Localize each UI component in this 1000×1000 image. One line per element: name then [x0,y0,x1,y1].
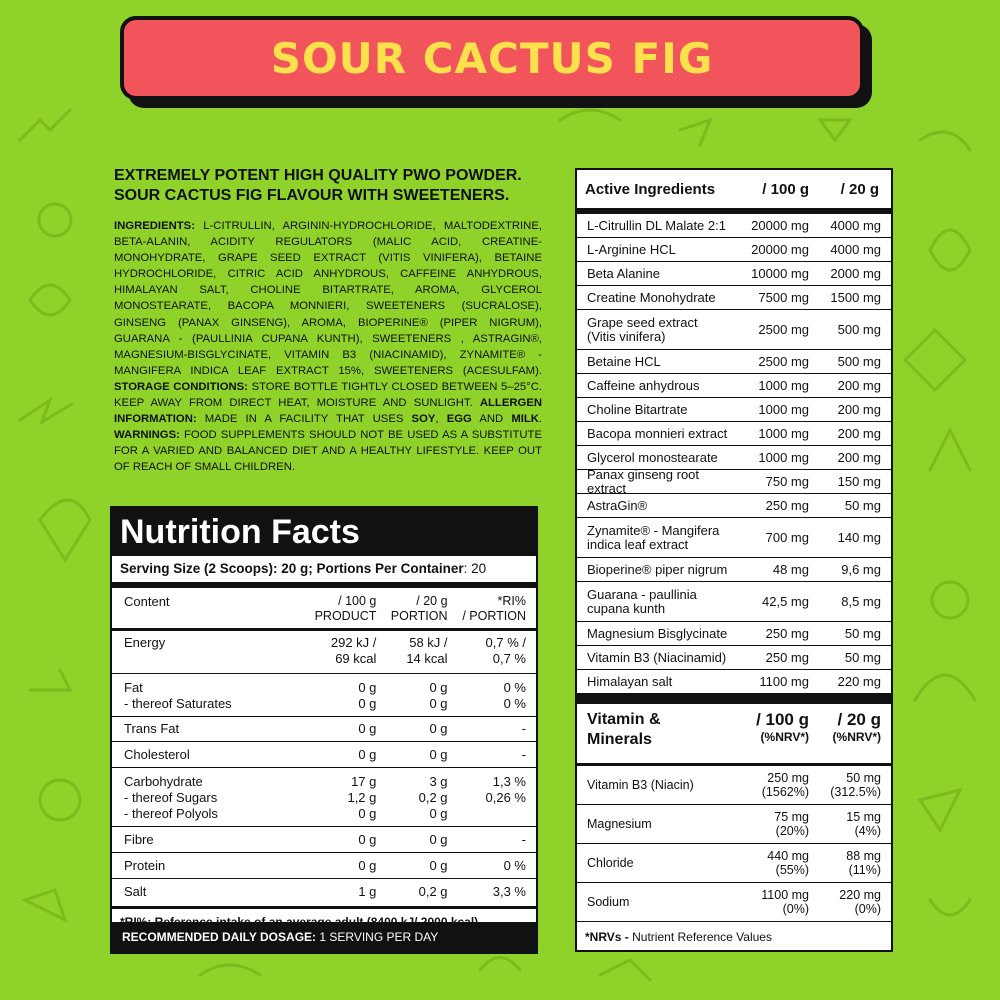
ingredient-row [577,518,891,558]
vitamin-row [577,844,891,883]
ingredient-per-100g: 20000 mg [751,242,809,257]
ingredient-row [577,494,891,518]
ingredient-row [577,466,891,496]
storage-label: STORAGE CONDITIONS: [114,380,248,393]
dosage-label: RECOMMENDED DAILY DOSAGE: [122,930,317,944]
vitamin-row [577,805,891,844]
ingredient-per-20g: 4000 mg [830,218,881,233]
intro-line-1: EXTREMELY POTENT HIGH QUALITY PWO POWDER. [114,167,522,184]
vitamins-header-20g: / 20 g (%NRV*) [832,710,881,744]
ingredient-per-100g: 7500 mg [758,290,809,305]
allergen-soy: SOY [411,413,436,426]
ingredients-label: INGREDIENTS: [114,220,195,232]
ingredient-per-100g: 10000 mg [751,266,809,281]
table-row: Trans Fat 0 g 0 g - [112,717,536,742]
nutrition-facts-title: Nutrition Facts [112,508,536,556]
active-ingredients-panel [575,168,893,952]
portions-value: : 20 [463,561,487,576]
ingredient-per-20g: 150 mg [837,474,881,489]
ingredient-row [577,286,891,310]
ingredient-row [577,310,891,350]
ingredient-name: Panax ginseng root extract [587,466,700,496]
table-row: Fibre 0 g 0 g - [112,827,536,853]
vitamin-per-20g: 15 mg (4%) [846,810,881,838]
table-row: Carbohydrate - thereof Sugars - thereof Polyols 17 g 1,2 g 0 g 3 g 0,2 g 0 g 1,3 % 0,26 % [112,768,536,827]
serving-size-label: Serving Size (2 Scoops) [120,561,274,576]
vitamin-per-20g: 88 mg (11%) [846,849,881,877]
allergen-label: ALLERGEN INFORMATION: [114,397,543,426]
ingredient-per-20g: 50 mg [844,626,881,641]
vitamin-name: Vitamin B3 (Niacin) [587,778,694,792]
ingredient-name: L-Arginine HCL [587,241,676,257]
header-per-100g: / 100 g PRODUCT [306,588,382,630]
ingredient-name: Betaine HCL [587,353,661,369]
vitamin-per-100g: 250 mg (1562%) [761,771,809,799]
ingredient-name: Glycerol monostearate [587,449,718,465]
ingredient-name: Vitamin B3 (Niacinamid) [587,649,727,665]
table-row: Fat - thereof Saturates 0 g 0 g 0 g 0 g 0 % 0 % [112,674,536,717]
ingredient-name: AstraGin® [587,497,648,513]
allergen-text: MADE IN A FACILITY THAT USES [204,413,404,426]
ingredient-per-20g: 8,5 mg [841,594,881,609]
ingredient-per-100g: 20000 mg [751,218,809,233]
vitamin-row [577,883,891,922]
header-per-20g: / 20 g PORTION [382,588,453,630]
storage-text: STORE BOTTLE TIGHTLY CLOSED BETWEEN 5–25°C. KEEP AWAY FROM DIRECT HEAT, MOISTURE AND SUNLIGHT. [114,380,542,410]
nutrition-table [112,588,536,906]
ingredient-per-20g: 50 mg [844,498,881,513]
table-row: Protein 0 g 0 g 0 % [112,853,536,879]
ingredient-per-100g: 750 mg [765,474,809,489]
allergen-milk: MILK [511,413,539,426]
ingredient-per-20g: 200 mg [837,378,881,393]
vitamin-row [577,766,891,805]
intro-line-2: SOUR CACTUS FIG FLAVOUR WITH SWEETENERS. [114,187,510,204]
ingredient-name: Creatine Monohydrate [587,289,716,305]
ingredient-per-100g: 250 mg [765,626,809,641]
ingredient-row [577,398,891,422]
serving-size [112,556,536,588]
ingredient-name: Guarana - paullinia cupana kunth [587,586,697,616]
nrv-text: Nutrient Reference Values [628,930,772,944]
active-header-20g: / 20 g [840,180,879,198]
header-content: Content [112,588,306,630]
ingredient-name: Grape seed extract (Vitis vinifera) [587,314,698,344]
ingredient-name: Himalayan salt [587,673,673,689]
ingredient-per-100g: 250 mg [765,498,809,513]
ingredient-per-100g: 48 mg [772,562,809,577]
allergen-end: . [538,413,543,426]
active-header-100g: / 100 g [762,180,809,198]
table-row: Cholesterol 0 g 0 g - [112,742,536,768]
ingredient-row [577,558,891,582]
ingredient-per-20g: 200 mg [837,402,881,417]
ingredient-per-20g: 9,6 mg [841,562,881,577]
ingredient-per-20g: 4000 mg [830,242,881,257]
warnings-label: WARNINGS: [114,429,180,442]
ingredient-name: Choline Bitartrate [587,401,688,417]
ingredient-row [577,422,891,446]
ingredient-name: Beta Alanine [587,265,661,281]
ingredient-per-20g: 1500 mg [830,290,881,305]
header-ri: *RI% / PORTION [454,588,536,630]
vitamin-name: Sodium [587,895,630,909]
ingredient-per-100g: 42,5 mg [762,594,809,609]
ingredient-per-20g: 50 mg [844,650,881,665]
ingredient-per-100g: 700 mg [765,530,809,545]
ingredient-name: L-Citrullin DL Malate 2:1 [587,217,726,233]
vitamin-name: Magnesium [587,817,652,831]
ingredient-row [577,238,891,262]
ingredient-name: Caffeine anhydrous [587,377,700,393]
ingredients-paragraph [114,218,542,476]
vitamins-header [577,704,891,766]
ingredient-name: Magnesium Bisglycinate [587,625,728,641]
ingredient-per-20g: 220 mg [837,674,881,689]
ingredient-row [577,622,891,646]
vitamin-per-100g: 440 mg (55%) [767,849,809,877]
section-divider [577,694,891,704]
vitamins-title: Vitamin & Minerals [587,711,661,748]
ingredient-row [577,374,891,398]
ingredients-text: L-CITRULLIN, ARGININ-HYDROCHLORIDE, MALTODEXTRINE, BETA-ALANIN, ACIDITY REGULATORS (MALIC ACID, CREATINE-MONOHYDRATE, GRAPE SEED EXTRACT (VITIS VINIFERA), BETAINE HYDROCHLORIDE, CITRIC ACID ANHYDROUS, CAFFEINE ANHYDROUS, HIMALAYAN SALT, CHOLINE BITARTRATE, AROMA, GLYCEROL MONOSTEARATE, BACOPA MONNIERI, SWEETENERS (SUCRALOSE), GINSENG (PANAX GINSENG), AROMA, BIOPERINE® (PIPER NIGRUM), GUARANA - (PAULLINIA CUPANA KUNTH), SWEETENERS , ASTRAGIN®, MAGNESIUM-BISGLYCINATE, VITAMIN B3 (NIACINAMID), ZYNAMITE® - MANGIFERA INDICA LEAF EXTRACT 15%, SWEETENERS (ACESULFAM). [114,220,543,377]
ingredient-name: Bacopa monnieri extract [587,425,728,441]
ingredient-row [577,670,891,694]
ingredient-per-20g: 2000 mg [830,266,881,281]
daily-dosage [112,922,536,952]
allergen-and: AND [479,413,504,426]
ingredient-per-20g: 200 mg [837,426,881,441]
table-row: Energy 292 kJ / 69 kcal 58 kJ / 14 kcal 0,7 % / 0,7 % [112,630,536,674]
vitamins-header-100g: / 100 g (%NRV*) [756,710,809,744]
ingredient-name: Zynamite® - Mangifera indica leaf extract [587,522,720,552]
ingredient-row [577,214,891,238]
active-ingredients-header [577,170,891,214]
product-intro [114,166,542,206]
ingredient-row [577,646,891,670]
ingredient-per-20g: 500 mg [837,322,881,337]
ingredient-row [577,582,891,622]
ingredient-per-100g: 2500 mg [758,354,809,369]
vitamin-per-100g: 1100 mg (0%) [761,888,809,916]
vitamin-per-100g: 75 mg (20%) [774,810,809,838]
ingredient-per-100g: 2500 mg [758,322,809,337]
ingredient-per-20g: 500 mg [837,354,881,369]
allergen-separator: , [435,413,439,426]
ingredient-row [577,350,891,374]
vitamin-name: Chloride [587,856,634,870]
serving-size-value: : 20 g; Portions Per Container [273,561,464,576]
dosage-value: 1 SERVING PER DAY [316,930,439,944]
nutrition-header-row [112,588,536,630]
flavour-title: SOUR CACTUS FIG [270,33,714,83]
ingredient-per-100g: 1000 mg [758,426,809,441]
flavour-banner [120,16,864,100]
vitamin-per-20g: 50 mg (312.5%) [830,771,881,799]
nrv-label: *NRVs - [585,930,629,944]
ingredient-per-100g: 1000 mg [758,378,809,393]
nutrition-facts-panel [110,506,538,954]
vitamins-list [577,766,891,922]
ingredient-per-100g: 250 mg [765,650,809,665]
ingredient-per-20g: 140 mg [837,530,881,545]
vitamin-per-20g: 220 mg (0%) [839,888,881,916]
ingredient-per-100g: 1000 mg [758,450,809,465]
allergen-egg: EGG [446,413,472,426]
table-row: Salt 1 g 0,2 g 3,3 % [124,884,526,899]
active-header-name: Active Ingredients [585,180,716,198]
active-ingredients-list [577,214,891,694]
ingredient-name: Bioperine® piper nigrum [587,561,728,577]
nrv-footnote [577,922,891,952]
ingredient-per-100g: 1000 mg [758,402,809,417]
ingredient-per-20g: 200 mg [837,450,881,465]
ingredient-per-100g: 1100 mg [759,674,809,689]
warnings-text: FOOD SUPPLEMENTS SHOULD NOT BE USED AS A SUBSTITUTE FOR A VARIED AND BALANCED DIET AND A HEALTHY LIFESTYLE. KEEP OUT OF REACH OF SMALL CHILDREN. [114,429,542,474]
ingredient-row [577,262,891,286]
